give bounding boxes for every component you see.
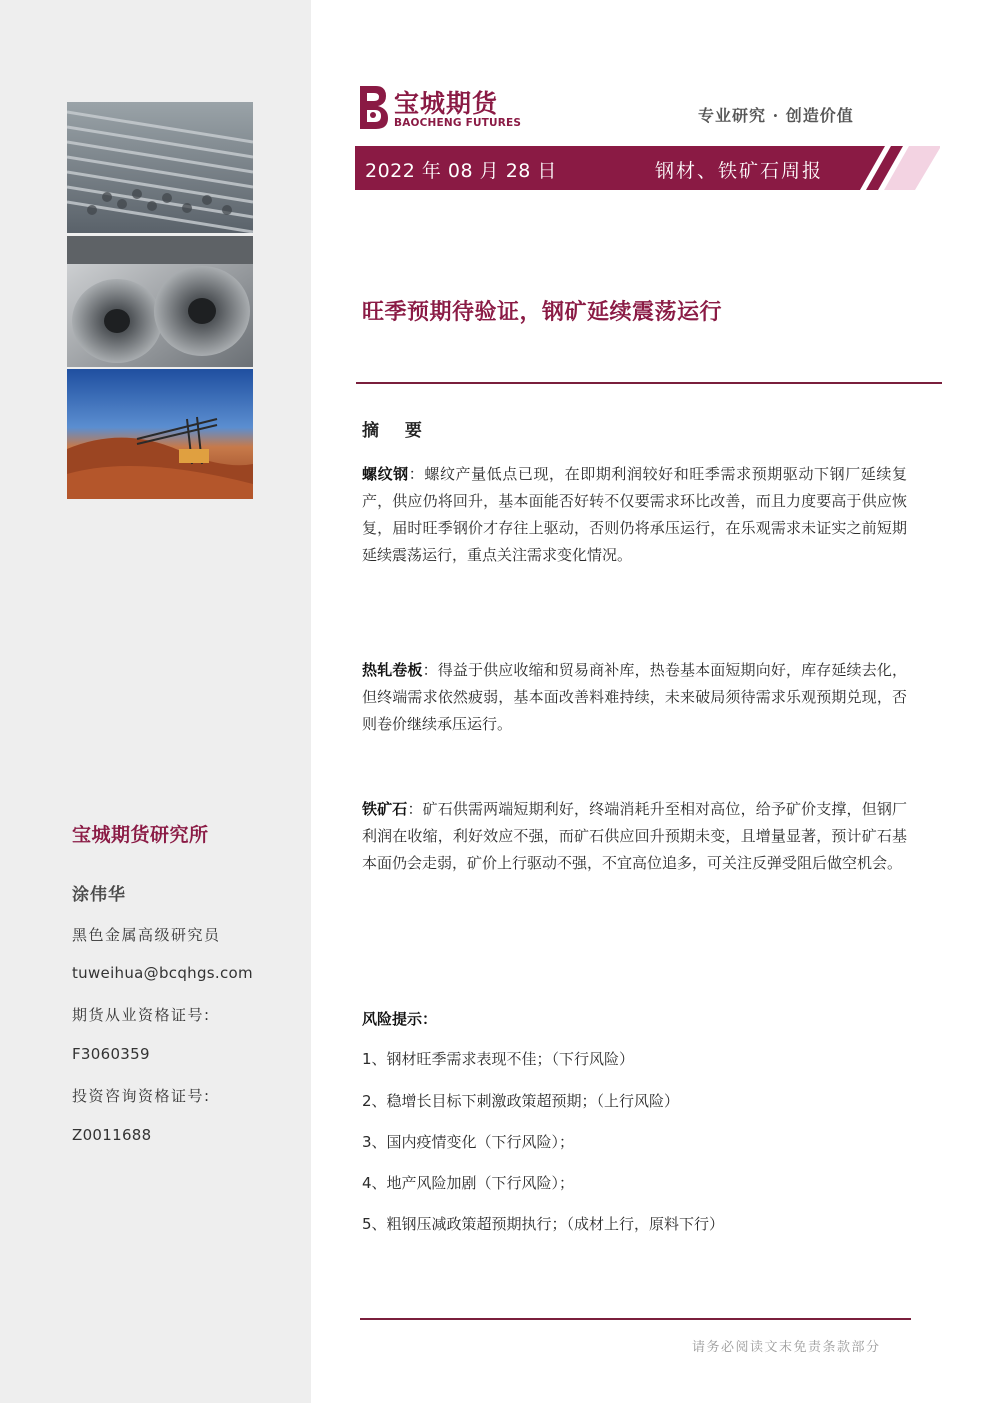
abstract-title: 摘 要: [362, 421, 432, 441]
institute-name: 宝城期货研究所: [72, 824, 209, 846]
consulting-license-label: 投资咨询资格证号:: [72, 1087, 211, 1105]
company-logo: [356, 84, 526, 132]
rebar-label: 螺纹钢: [362, 465, 409, 483]
rebar-photo: [67, 102, 253, 233]
steel-coil-photo: [67, 236, 253, 367]
footer-divider: [360, 1318, 911, 1320]
author-name: 涂伟华: [72, 885, 126, 905]
report-date: 2022 年 08 月 28 日: [365, 160, 557, 182]
sidebar: [0, 0, 311, 1403]
author-email: tuweihua@bcqhgs.com: [72, 964, 253, 982]
hot-rolled-label: 热轧卷板: [362, 661, 423, 679]
futures-license-label: 期货从业资格证号:: [72, 1006, 211, 1024]
headline-divider: [356, 382, 942, 384]
rebar-text: ：螺纹产量低点已现，在即期利润较好和旺季需求预期驱动下钢厂延续复产，供应仍将回升，基本面能否好转不仅要需求环比改善，而且力度要高于供应恢复，届时旺季钢价才存往上驱动，否则仍将承压运行，在乐观需求未证实之前短期延续震荡运行，重点关注需求变化情况。: [362, 465, 907, 564]
risk-item: 2、稳增长目标下刺激政策超预期；（上行风险）: [362, 1092, 680, 1110]
risk-item: 4、地产风险加剧（下行风险）；: [362, 1174, 575, 1192]
hot-rolled-text: ：得益于供应收缩和贸易商补库，热卷基本面短期向好，库存延续去化，但终端需求依然疲弱，基本面改善料难持续，未来破局须待需求乐观预期兑现，否则卷价继续承压运行。: [362, 661, 907, 733]
report-type: 钢材、铁矿石周报: [655, 160, 824, 182]
iron-ore-paragraph: [362, 796, 907, 877]
hot-rolled-paragraph: [362, 657, 907, 738]
futures-license-number: F3060359: [72, 1045, 150, 1063]
logo-mark-icon: [356, 84, 390, 130]
logo-chinese-name: 宝城期货: [394, 89, 499, 118]
report-headline: 旺季预期待验证，钢矿延续震荡运行: [362, 300, 723, 325]
iron-ore-label: 铁矿石: [362, 800, 408, 818]
slogan: 专业研究 · 创造价值: [698, 106, 854, 125]
rebar-paragraph: [362, 461, 907, 569]
logo-english-name: BAOCHENG FUTURES: [394, 117, 522, 129]
report-title-band: [355, 146, 940, 190]
iron-ore-photo: [67, 369, 253, 499]
risk-item: 3、国内疫情变化（下行风险）；: [362, 1133, 575, 1151]
consulting-license-number: Z0011688: [72, 1126, 152, 1144]
risk-title: 风险提示：: [362, 1010, 438, 1028]
risk-item: 1、钢材旺季需求表现不佳；（下行风险）: [362, 1050, 635, 1068]
disclaimer-note: 请务必阅读文末免责条款部分: [692, 1340, 881, 1355]
iron-ore-text: ：矿石供需两端短期利好，终端消耗升至相对高位，给予矿价支撑，但钢厂利润在收缩，利好效应不强，而矿石供应回升预期未变，且增量显著，预计矿石基本面仍会走弱，矿价上行驱动不强，不宜高位追多，可关注反弹受阻后做空机会。: [362, 800, 907, 872]
risk-item: 5、粗钢压减政策超预期执行；（成材上行，原料下行）: [362, 1215, 725, 1233]
author-title: 黑色金属高级研究员: [72, 926, 221, 944]
